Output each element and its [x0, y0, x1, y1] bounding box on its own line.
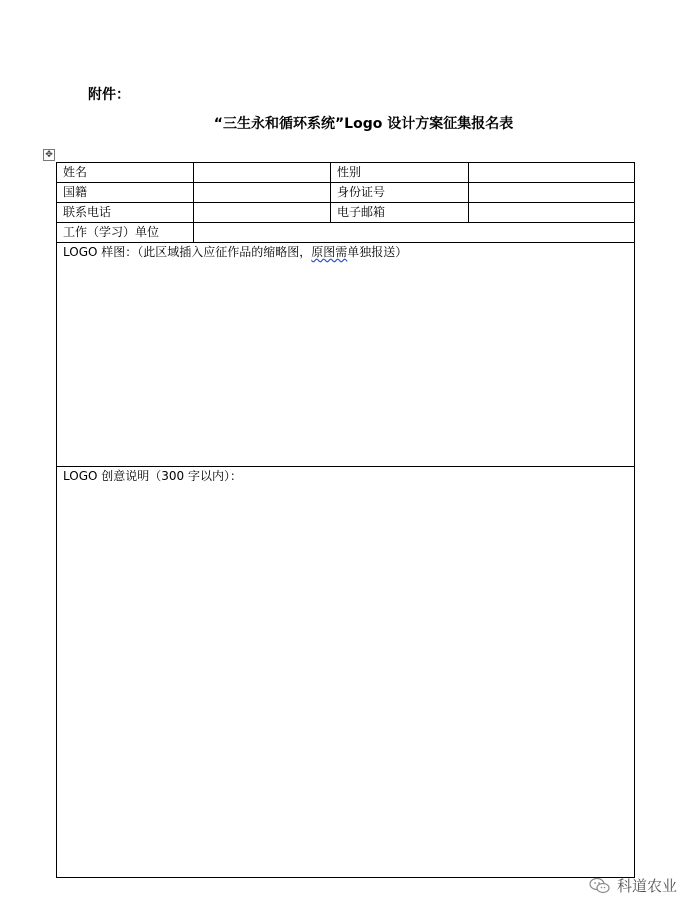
logo-sample-label-underlined: 原图需: [311, 245, 348, 259]
watermark: [589, 875, 677, 896]
table-row: [57, 183, 635, 203]
nationality-field[interactable]: [194, 183, 331, 203]
logo-sample-label-end: 单独报送）: [347, 245, 408, 259]
email-label: 电子邮箱: [331, 203, 469, 223]
phone-label: 联系电话: [57, 203, 194, 223]
work-unit-label: 工作（学习）单位: [57, 223, 194, 243]
logo-description-label: LOGO 创意说明（300 字以内）：: [63, 469, 242, 483]
logo-sample-area[interactable]: [57, 243, 635, 467]
watermark-text: 科道农业: [616, 877, 677, 895]
gender-label: 性别: [331, 163, 469, 183]
work-unit-field[interactable]: [194, 223, 635, 243]
nationality-label: 国籍: [57, 183, 194, 203]
table-row: [57, 223, 635, 243]
email-field[interactable]: [469, 203, 635, 223]
logo-sample-label: LOGO 样图：（此区域插入应征作品的缩略图，: [63, 245, 312, 259]
phone-field[interactable]: [194, 203, 331, 223]
table-row: [57, 467, 635, 878]
name-field[interactable]: [194, 163, 331, 183]
id-number-label: 身份证号: [331, 183, 469, 203]
id-number-field[interactable]: [469, 183, 635, 203]
logo-description-area[interactable]: [57, 467, 635, 878]
table-move-handle-icon[interactable]: ✥: [43, 149, 55, 161]
name-label: 姓名: [57, 163, 194, 183]
attachment-label: 附件：: [88, 87, 130, 103]
registration-form-table: [56, 162, 635, 878]
gender-field[interactable]: [469, 163, 635, 183]
table-row: [57, 203, 635, 223]
table-row: [57, 243, 635, 467]
wechat-icon: [589, 877, 611, 895]
form-title: “三生永和循环系统”Logo 设计方案征集报名表: [213, 116, 514, 132]
table-row: [57, 163, 635, 183]
